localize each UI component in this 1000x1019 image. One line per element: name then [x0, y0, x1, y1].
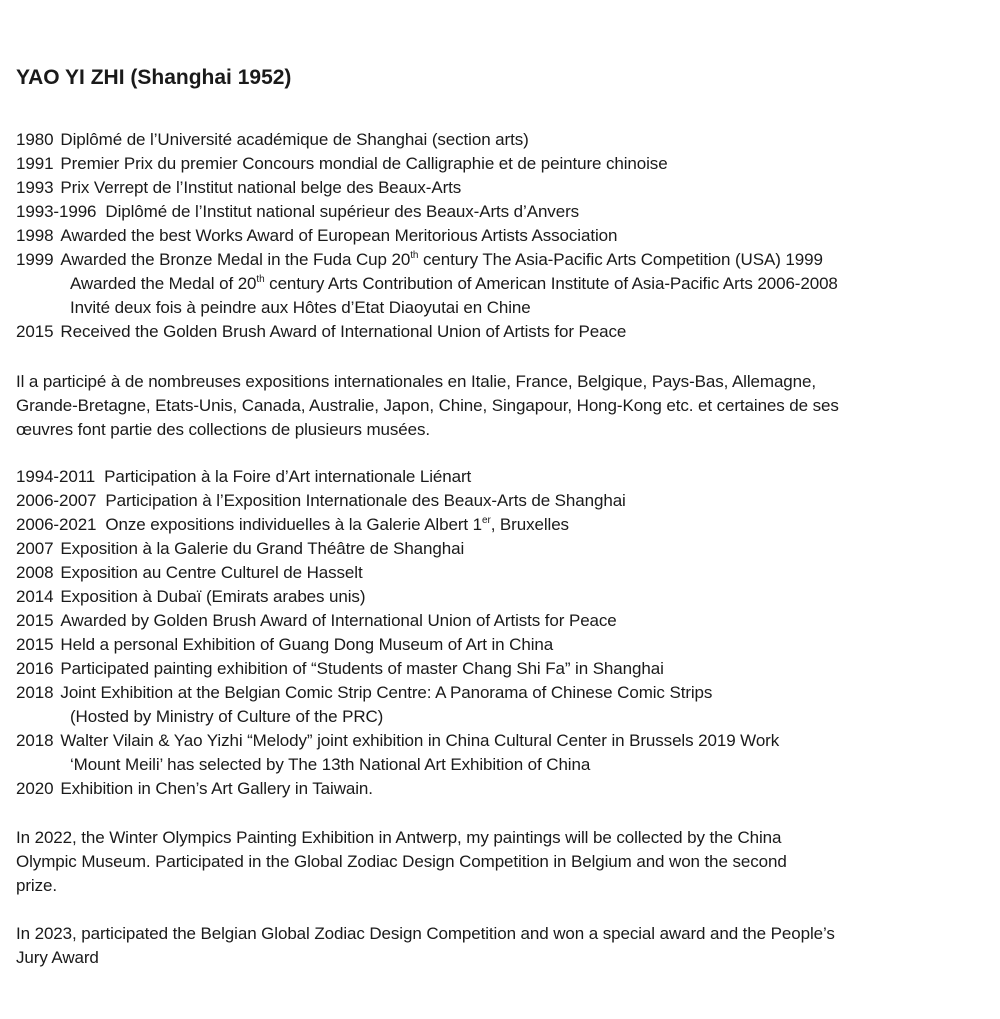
entry-year: 1991	[16, 154, 54, 173]
ordinal-suffix: er	[481, 515, 491, 526]
entry-year: 2016	[16, 659, 54, 678]
exhibitions-list	[16, 465, 986, 801]
ordinal-suffix: th	[410, 250, 419, 261]
entry-year: 1980	[16, 130, 54, 149]
entry-text: Premier Prix du premier Concours mondial de Calligraphie et de peinture chinoise	[60, 154, 668, 173]
entry-text: Walter Vilain & Yao Yizhi “Melody” joint exhibition in China Cultural Center in Brussels 2019 Work	[60, 731, 780, 750]
list-item	[16, 777, 986, 801]
entry-continuation: (Hosted by Ministry of Culture of the PRC)	[70, 707, 384, 726]
list-item	[16, 537, 986, 561]
entry-year: 1993	[16, 178, 54, 197]
list-item	[16, 224, 986, 248]
paragraph-line: Olympic Museum. Participated in the Global Zodiac Design Competition in Belgium and won the second	[16, 852, 787, 871]
entry-text	[60, 248, 822, 272]
entry-year: 1998	[16, 226, 54, 245]
list-item	[16, 585, 986, 609]
list-item	[16, 320, 986, 344]
entry-text: Exposition à Dubaï (Emirats arabes unis)	[60, 587, 366, 606]
entry-text: Joint Exhibition at the Belgian Comic Strip Centre: A Panorama of Chinese Comic Strips	[60, 683, 713, 702]
entry-text: Participated painting exhibition of “Students of master Chang Shi Fa” in Shanghai	[60, 659, 664, 678]
entry-text: Participation à l’Exposition Internationale des Beaux-Arts de Shanghai	[105, 491, 626, 510]
list-item	[16, 200, 986, 224]
entry-text-part: Awarded the Medal of 20	[70, 274, 257, 293]
entry-text: Exposition à la Galerie du Grand Théâtre de Shanghai	[60, 539, 465, 558]
list-item	[16, 152, 986, 176]
entry-year: 2006-2007	[16, 491, 97, 510]
list-item	[16, 561, 986, 585]
list-item	[16, 657, 986, 681]
entry-year: 2008	[16, 563, 54, 582]
entry-continuation	[16, 272, 986, 296]
entry-continuation: ‘Mount Meili’ has selected by The 13th National Art Exhibition of China	[70, 755, 591, 774]
olympics-paragraph	[16, 826, 986, 898]
entry-text-part: century Arts Contribution of American Institute of Asia-Pacific Arts 2006-2008	[264, 274, 838, 293]
list-item	[16, 489, 986, 513]
entry-text: Awarded by Golden Brush Award of International Union of Artists for Peace	[60, 611, 617, 630]
entry-text: Exposition au Centre Culturel de Hasselt	[60, 563, 363, 582]
list-item	[16, 681, 986, 729]
entry-text: Participation à la Foire d’Art internationale Liénart	[104, 467, 472, 486]
entry-text: Awarded the best Works Award of European Meritorious Artists Association	[60, 226, 618, 245]
entry-text-part: Onze expositions individuelles à la Galerie Albert 1	[105, 515, 482, 534]
entry-year: 2018	[16, 683, 54, 702]
entry-year: 2015	[16, 611, 54, 630]
paragraph-line: prize.	[16, 876, 57, 895]
list-item	[16, 176, 986, 200]
list-item	[16, 729, 986, 777]
entry-text: Prix Verrept de l’Institut national belge des Beaux-Arts	[60, 178, 462, 197]
list-item	[16, 513, 986, 537]
entry-year: 2014	[16, 587, 54, 606]
list-item	[16, 128, 986, 152]
list-item	[16, 248, 986, 320]
entry-text: Diplômé de l’Université académique de Shanghai (section arts)	[60, 130, 529, 149]
entry-text-part: century The Asia-Pacific Arts Competition (USA) 1999	[418, 250, 823, 269]
entry-text-part: Awarded the Bronze Medal in the Fuda Cup 20	[60, 250, 411, 269]
exhibitions-intro-paragraph	[16, 370, 986, 442]
entry-text-part: , Bruxelles	[490, 515, 569, 534]
list-item	[16, 633, 986, 657]
paragraph-line: Grande-Bretagne, Etats-Unis, Canada, Australie, Japon, Chine, Singapour, Hong-Kong etc. et certaines de ses	[16, 396, 839, 415]
entry-text: Diplômé de l’Institut national supérieur des Beaux-Arts d’Anvers	[105, 202, 580, 221]
entry-year: 2006-2021	[16, 515, 97, 534]
entry-text: Received the Golden Brush Award of International Union of Artists for Peace	[60, 322, 627, 341]
entry-year: 2015	[16, 635, 54, 654]
list-item	[16, 465, 986, 489]
entry-year: 1994-2011	[16, 467, 96, 486]
entry-text: Exhibition in Chen’s Art Gallery in Taiwain.	[60, 779, 373, 798]
paragraph-line: Il a participé à de nombreuses expositions internationales en Italie, France, Belgique, Pays-Bas, Allemagne,	[16, 372, 816, 391]
entry-year: 1993-1996	[16, 202, 97, 221]
entry-continuation: Invité deux fois à peindre aux Hôtes d’Etat Diaoyutai en Chine	[70, 298, 531, 317]
paragraph-line: œuvres font partie des collections de plusieurs musées.	[16, 420, 431, 439]
entry-year: 2015	[16, 322, 54, 341]
awards-list	[16, 128, 986, 344]
paragraph-line: In 2023, participated the Belgian Global Zodiac Design Competition and won a special award and the People’s	[16, 924, 835, 943]
paragraph-line: Jury Award	[16, 948, 99, 967]
entry-text: Held a personal Exhibition of Guang Dong Museum of Art in China	[60, 635, 554, 654]
entry-year: 2018	[16, 731, 54, 750]
entry-year: 1999	[16, 250, 54, 269]
list-item	[16, 609, 986, 633]
entry-year: 2007	[16, 539, 54, 558]
ordinal-suffix: th	[256, 274, 265, 285]
paragraph-line: In 2022, the Winter Olympics Painting Exhibition in Antwerp, my paintings will be collected by the China	[16, 828, 782, 847]
entry-year: 2020	[16, 779, 54, 798]
entry-text	[105, 513, 569, 537]
page-title: YAO YI ZHI (Shanghai 1952)	[16, 66, 292, 89]
zodiac-award-paragraph	[16, 922, 986, 970]
